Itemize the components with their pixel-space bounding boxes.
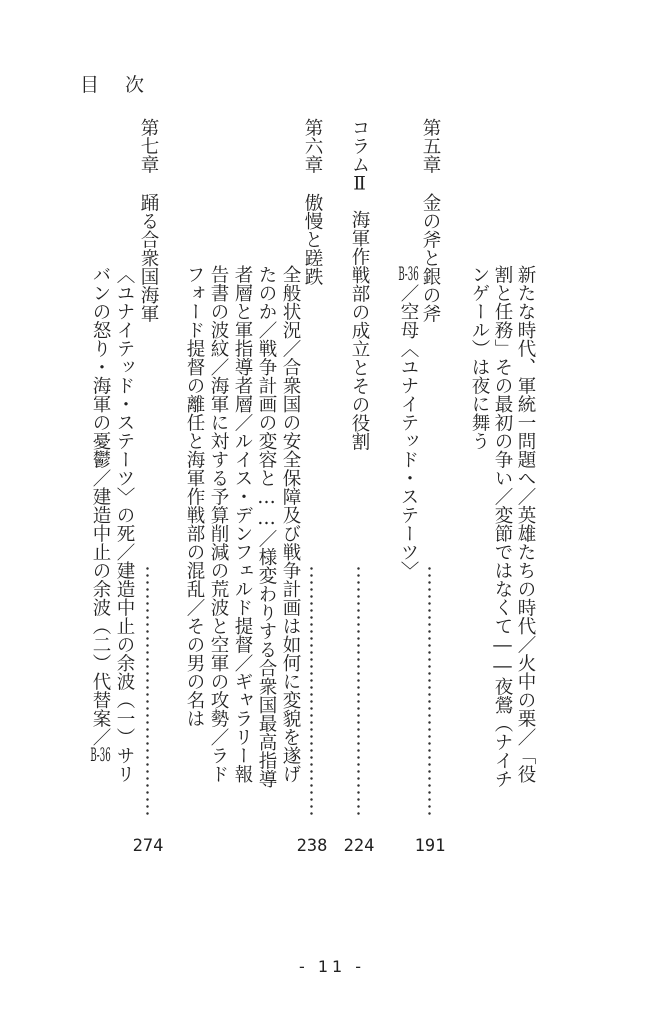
chapter-6-heading: 第六章 [302, 118, 323, 174]
chapter-5-subtitle-line-4 [396, 265, 420, 580]
chapter-6-subtitle-line-4: 告書の波紋／海軍に対する予算削減の荒波と空軍の攻勢／ラド [208, 265, 229, 783]
chapter-6-leader-dots [310, 565, 313, 815]
chapter-7-subtitle-line-2 [88, 265, 112, 765]
page-footer-number: - 11 - [298, 957, 366, 976]
column-2-page-number: 224 [343, 836, 375, 856]
chapter-7-subtitle-line-2-text: バンの怒り・海軍の憂鬱／建造中止の余波（二）代替案／ [90, 265, 111, 746]
chapter-5-subtitle-line-1: 新たな時代、軍統一問題へ／英雄たちの時代／火中の栗／「役 [515, 265, 536, 783]
column-2-leader-dots [357, 565, 360, 815]
chapter-5-heading: 第五章 [420, 118, 441, 174]
column-2-heading: コラムⅡ [349, 118, 370, 195]
chapter-6-subtitle-line-3: 者層と軍指導者層／ルイス・デンフェルド提督／ギャラリー報 [232, 265, 253, 783]
chapter-6-subtitle-line-1: 全般状況／合衆国の安全保障及び戦争計画は如何に変貌を遂げ [280, 265, 301, 783]
chapter-6-subtitle-line-5: フォード提督の離任と海軍作戦部の混乱／その男の名は [184, 265, 205, 728]
page-title: 目 次 [80, 74, 155, 96]
chapter-6-title: 傲慢と蹉跌 [302, 193, 323, 286]
chapter-7-leader-dots [146, 565, 149, 815]
chapter-7-subtitle-line-1: 〈ユナイテッド・ステーツ〉の死／建造中止の余波（一）サリ [114, 265, 135, 783]
chapter-5-title: 金の斧と銀の斧 [420, 193, 441, 323]
chapter-6-subtitle-line-2: たのか／戦争計画の変容と……／様変わりする合衆国最高指導 [256, 265, 277, 788]
chapter-6-page-number: 238 [296, 836, 328, 856]
chapter-5-subtitle-line-2: 割と任務」その最初の争い／変節ではなくて――夜鶯（ナイチ [492, 265, 513, 788]
chapter-7-b36-label: B-36 [90, 746, 111, 765]
chapter-7-heading: 第七章 [138, 118, 159, 174]
chapter-7-title: 踊る合衆国海軍 [138, 193, 159, 323]
chapter-5-b36-label: B-36 [398, 265, 419, 284]
chapter-5-subtitle-line-3: ンゲール）は夜に舞う [469, 265, 490, 450]
chapter-5-leader-dots [428, 565, 431, 815]
chapter-5-page-number: 191 [414, 836, 446, 856]
chapter-5-subtitle-line-4-rest: ／空母〈ユナイテッド・ステーツ〉 [398, 283, 419, 580]
chapter-7-page-number: 274 [132, 836, 164, 856]
column-2-title: 海軍作戦部の成立とその役割 [349, 210, 370, 451]
